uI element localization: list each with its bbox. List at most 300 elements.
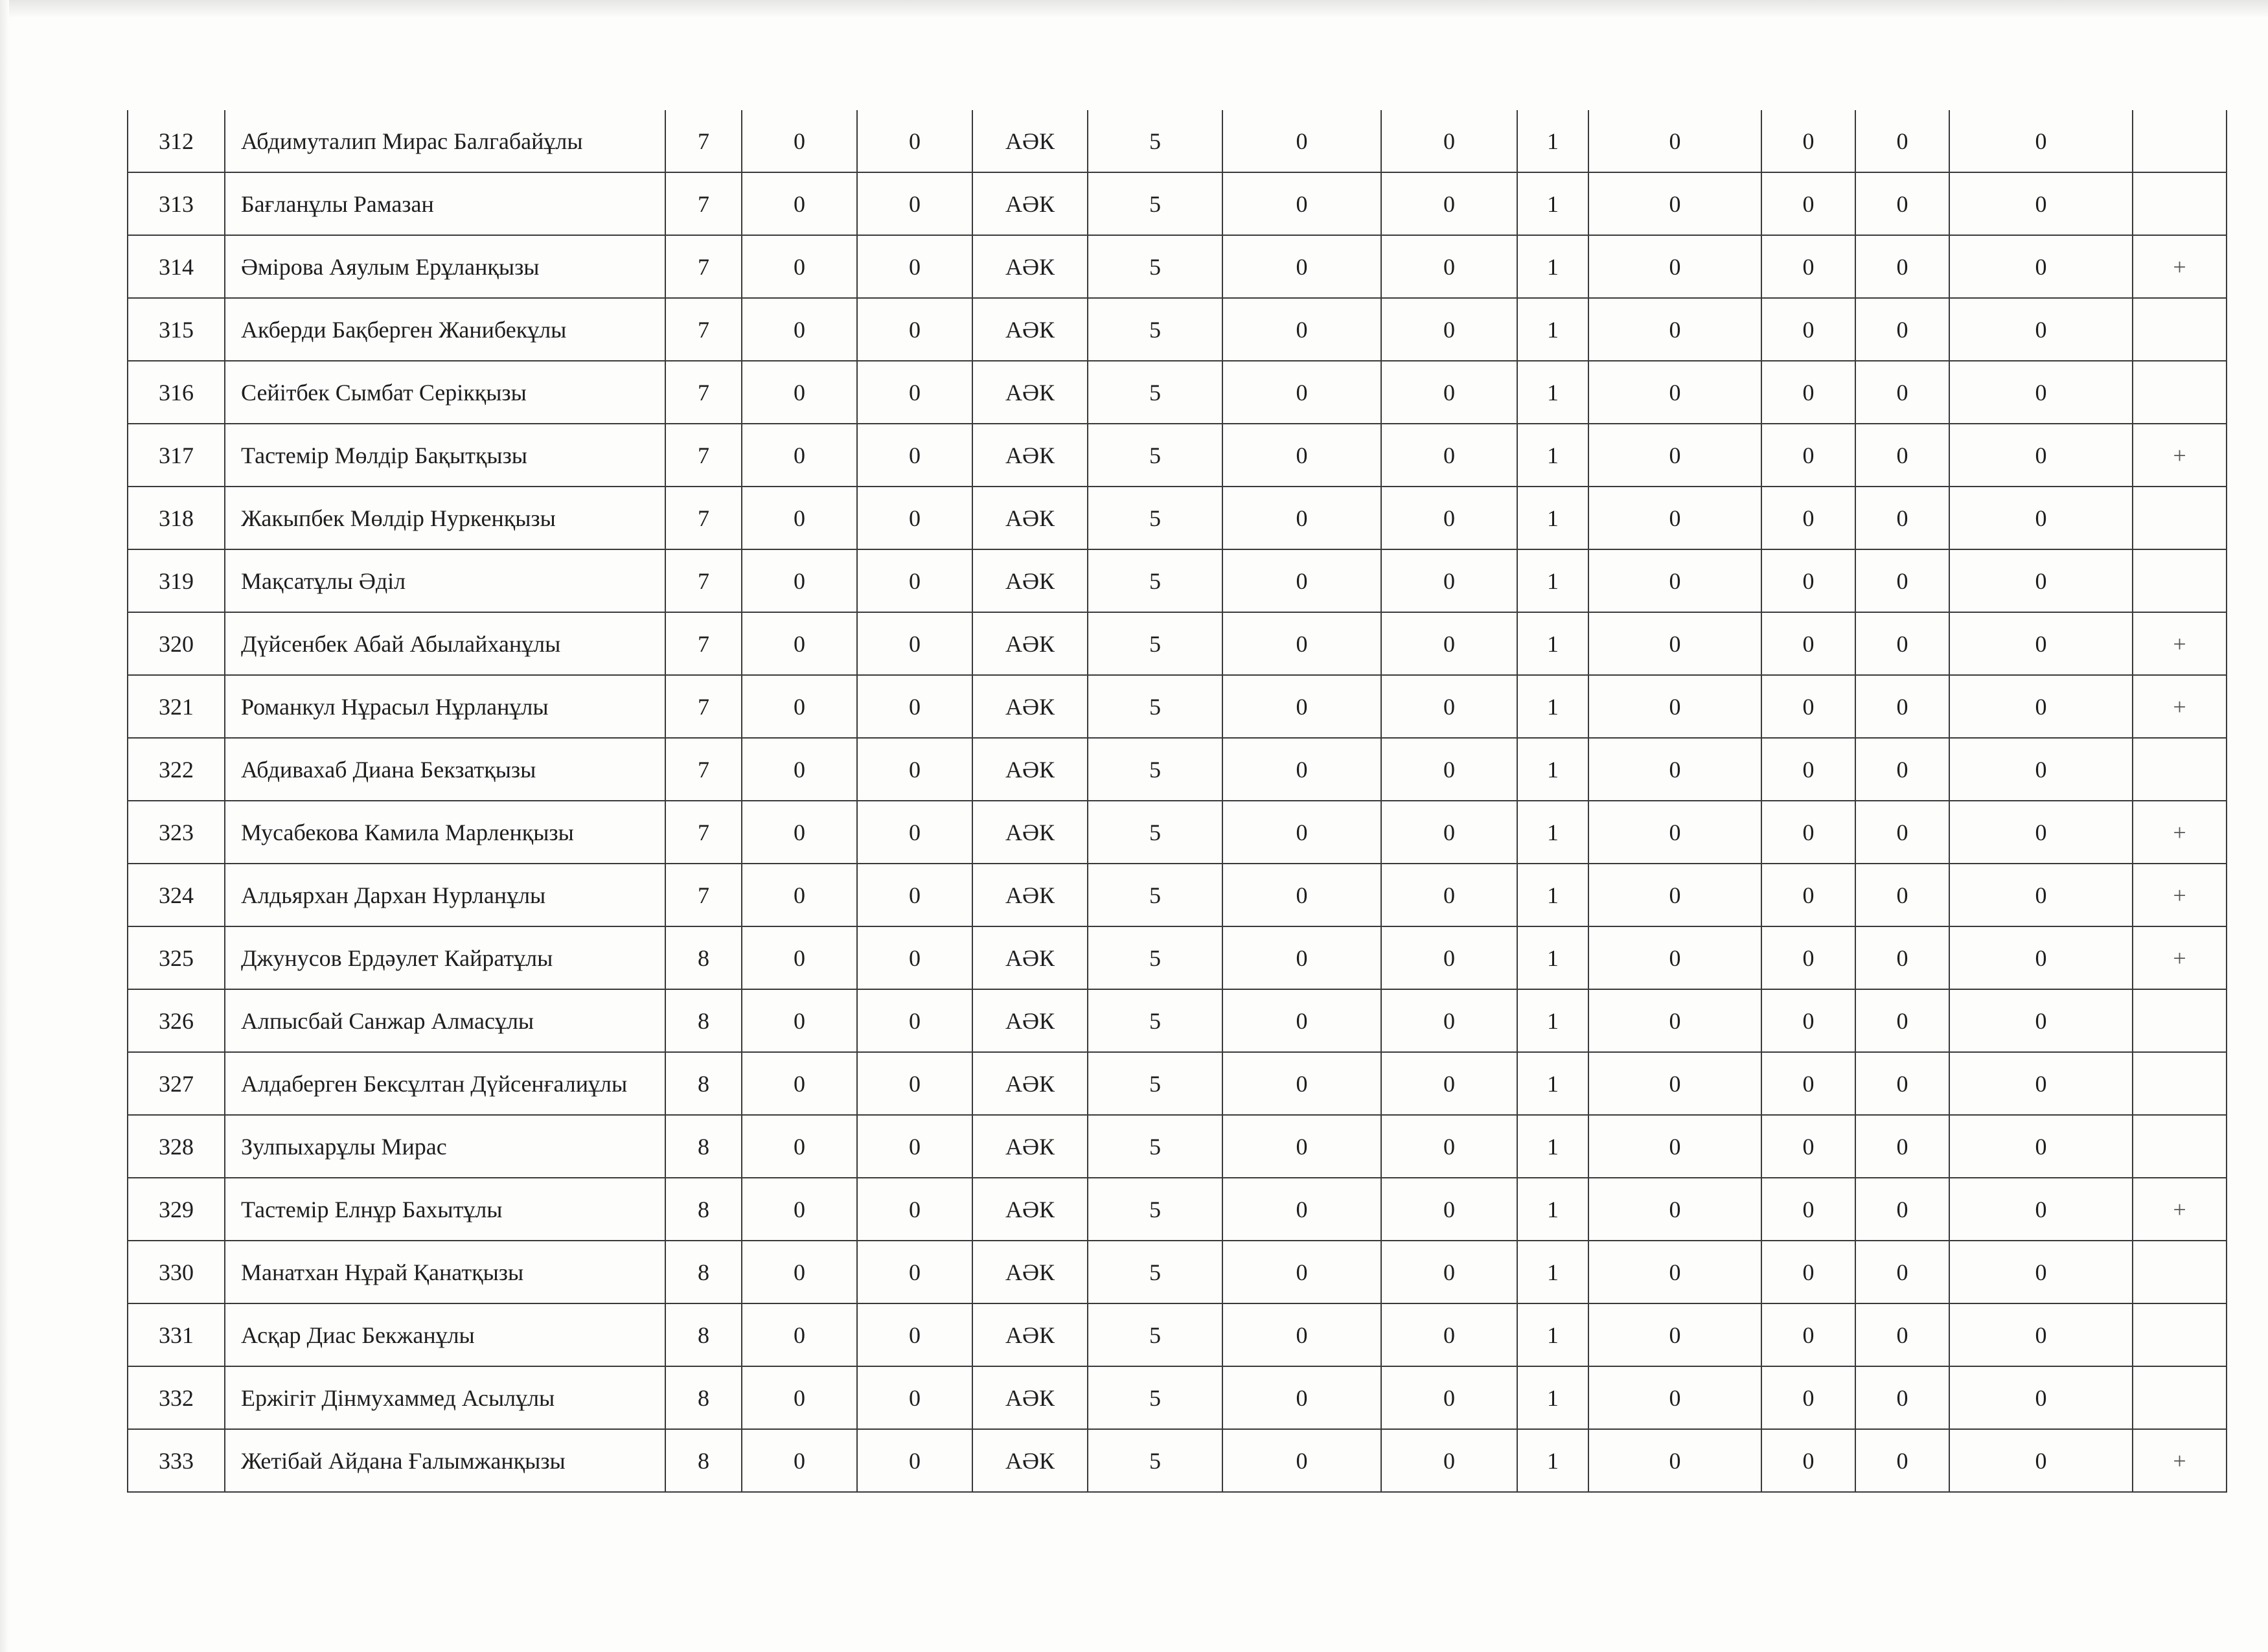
student-name-cell: Тастемір Мөлдір Бақытқызы — [225, 424, 665, 487]
value-cell: 1 — [1517, 1241, 1588, 1303]
value-cell: 0 — [857, 1241, 972, 1303]
value-cell: 0 — [1855, 612, 1949, 675]
student-name-cell: Абдивахаб Диана Бекзатқызы — [225, 738, 665, 801]
value-cell: 5 — [1088, 424, 1222, 487]
value-cell: 0 — [1381, 1303, 1517, 1366]
student-name-cell: Жетібай Айдана Ғалымжанқызы — [225, 1429, 665, 1492]
value-cell: 0 — [857, 361, 972, 424]
value-cell: 1 — [1517, 1115, 1588, 1178]
value-cell: 1 — [1517, 1178, 1588, 1241]
value-cell: 5 — [1088, 1303, 1222, 1366]
value-cell: 0 — [1949, 549, 2133, 612]
table-row — [128, 235, 2227, 298]
value-cell: 0 — [1381, 424, 1517, 487]
table-row — [128, 549, 2227, 612]
grade-cell: 8 — [665, 1366, 742, 1429]
table-row — [128, 1052, 2227, 1115]
value-cell: 0 — [1588, 989, 1761, 1052]
value-cell: 0 — [742, 864, 857, 926]
value-cell: 1 — [1517, 172, 1588, 235]
abbreviation-cell: АӘК — [972, 1366, 1088, 1429]
plus-mark-cell — [2133, 549, 2227, 612]
value-cell: 0 — [1855, 864, 1949, 926]
grade-cell: 8 — [665, 1052, 742, 1115]
plus-mark-cell — [2133, 361, 2227, 424]
value-cell: 0 — [1222, 1052, 1381, 1115]
grade-cell: 8 — [665, 1178, 742, 1241]
value-cell: 0 — [742, 1241, 857, 1303]
abbreviation-cell: АӘК — [972, 1241, 1088, 1303]
value-cell: 1 — [1517, 1366, 1588, 1429]
student-name-cell: Зулпыхарұлы Мирас — [225, 1115, 665, 1178]
value-cell: 0 — [857, 235, 972, 298]
value-cell: 0 — [1381, 675, 1517, 738]
student-name-cell: Дүйсенбек Абай Абылайханұлы — [225, 612, 665, 675]
value-cell: 0 — [1761, 110, 1855, 172]
value-cell: 0 — [1761, 1429, 1855, 1492]
value-cell: 0 — [1222, 675, 1381, 738]
value-cell: 0 — [1588, 1303, 1761, 1366]
value-cell: 0 — [1222, 424, 1381, 487]
abbreviation-cell: АӘК — [972, 926, 1088, 989]
value-cell: 0 — [742, 801, 857, 864]
value-cell: 0 — [1855, 989, 1949, 1052]
value-cell: 0 — [742, 487, 857, 549]
student-name-cell: Акберди Бақберген Жанибекұлы — [225, 298, 665, 361]
row-number-cell: 318 — [128, 487, 225, 549]
row-number-cell: 321 — [128, 675, 225, 738]
value-cell: 5 — [1088, 1115, 1222, 1178]
abbreviation-cell: АӘК — [972, 1052, 1088, 1115]
value-cell: 5 — [1088, 612, 1222, 675]
abbreviation-cell: АӘК — [972, 675, 1088, 738]
value-cell: 5 — [1088, 738, 1222, 801]
student-name-cell: Тастемір Елнұр Бахытұлы — [225, 1178, 665, 1241]
grade-cell: 7 — [665, 110, 742, 172]
value-cell: 1 — [1517, 549, 1588, 612]
table-row — [128, 110, 2227, 172]
plus-mark-cell: + — [2133, 235, 2227, 298]
row-number-cell: 319 — [128, 549, 225, 612]
value-cell: 0 — [1855, 361, 1949, 424]
value-cell: 0 — [742, 172, 857, 235]
student-name-cell: Абдимуталип Мирас Балгабайұлы — [225, 110, 665, 172]
abbreviation-cell: АӘК — [972, 549, 1088, 612]
value-cell: 0 — [1381, 487, 1517, 549]
value-cell: 0 — [1949, 1303, 2133, 1366]
plus-mark-cell — [2133, 1115, 2227, 1178]
student-results-table — [127, 110, 2227, 1493]
value-cell: 1 — [1517, 612, 1588, 675]
table-row — [128, 864, 2227, 926]
value-cell: 0 — [742, 1052, 857, 1115]
abbreviation-cell: АӘК — [972, 424, 1088, 487]
value-cell: 0 — [1761, 1052, 1855, 1115]
value-cell: 0 — [1222, 298, 1381, 361]
abbreviation-cell: АӘК — [972, 864, 1088, 926]
value-cell: 1 — [1517, 926, 1588, 989]
value-cell: 0 — [857, 989, 972, 1052]
grade-cell: 8 — [665, 1429, 742, 1492]
plus-mark-cell — [2133, 1052, 2227, 1115]
value-cell: 0 — [1588, 110, 1761, 172]
grade-cell: 8 — [665, 926, 742, 989]
student-name-cell: Мусабекова Камила Марленқызы — [225, 801, 665, 864]
value-cell: 0 — [857, 424, 972, 487]
row-number-cell: 327 — [128, 1052, 225, 1115]
grade-cell: 7 — [665, 235, 742, 298]
value-cell: 0 — [857, 1303, 972, 1366]
scan-edge-top — [0, 0, 2268, 18]
value-cell: 0 — [1381, 361, 1517, 424]
student-name-cell: Сейітбек Сымбат Серікқызы — [225, 361, 665, 424]
value-cell: 0 — [1949, 1052, 2133, 1115]
value-cell: 0 — [1855, 235, 1949, 298]
value-cell: 0 — [1949, 361, 2133, 424]
value-cell: 0 — [1761, 926, 1855, 989]
grade-cell: 8 — [665, 1303, 742, 1366]
value-cell: 0 — [1855, 1052, 1949, 1115]
value-cell: 0 — [1381, 235, 1517, 298]
value-cell: 0 — [742, 612, 857, 675]
row-number-cell: 312 — [128, 110, 225, 172]
value-cell: 0 — [1855, 738, 1949, 801]
value-cell: 0 — [1949, 110, 2133, 172]
plus-mark-cell: + — [2133, 1178, 2227, 1241]
table-row — [128, 738, 2227, 801]
value-cell: 0 — [1588, 801, 1761, 864]
value-cell: 0 — [1381, 549, 1517, 612]
value-cell: 0 — [1222, 1241, 1381, 1303]
value-cell: 0 — [1949, 298, 2133, 361]
value-cell: 0 — [1588, 298, 1761, 361]
value-cell: 0 — [1949, 612, 2133, 675]
value-cell: 0 — [857, 675, 972, 738]
value-cell: 0 — [1588, 738, 1761, 801]
value-cell: 5 — [1088, 1052, 1222, 1115]
row-number-cell: 329 — [128, 1178, 225, 1241]
value-cell: 0 — [742, 989, 857, 1052]
plus-mark-cell — [2133, 110, 2227, 172]
student-name-cell: Мақсатұлы Әділ — [225, 549, 665, 612]
value-cell: 5 — [1088, 1429, 1222, 1492]
value-cell: 0 — [1381, 1178, 1517, 1241]
row-number-cell: 316 — [128, 361, 225, 424]
row-number-cell: 313 — [128, 172, 225, 235]
value-cell: 0 — [1222, 926, 1381, 989]
value-cell: 1 — [1517, 298, 1588, 361]
value-cell: 0 — [857, 801, 972, 864]
value-cell: 0 — [1588, 235, 1761, 298]
value-cell: 0 — [1222, 1429, 1381, 1492]
value-cell: 0 — [1761, 1241, 1855, 1303]
student-name-cell: Алдьярхан Дархан Нурланұлы — [225, 864, 665, 926]
value-cell: 0 — [742, 1115, 857, 1178]
value-cell: 5 — [1088, 1178, 1222, 1241]
value-cell: 1 — [1517, 864, 1588, 926]
row-number-cell: 325 — [128, 926, 225, 989]
grade-cell: 8 — [665, 989, 742, 1052]
row-number-cell: 314 — [128, 235, 225, 298]
value-cell: 0 — [1949, 864, 2133, 926]
value-cell: 0 — [1949, 675, 2133, 738]
value-cell: 0 — [1381, 864, 1517, 926]
value-cell: 0 — [1949, 1429, 2133, 1492]
abbreviation-cell: АӘК — [972, 801, 1088, 864]
value-cell: 1 — [1517, 801, 1588, 864]
value-cell: 0 — [1588, 926, 1761, 989]
grade-cell: 7 — [665, 864, 742, 926]
value-cell: 0 — [1588, 172, 1761, 235]
abbreviation-cell: АӘК — [972, 1178, 1088, 1241]
value-cell: 1 — [1517, 738, 1588, 801]
value-cell: 0 — [857, 487, 972, 549]
value-cell: 0 — [742, 549, 857, 612]
value-cell: 5 — [1088, 110, 1222, 172]
value-cell: 0 — [1949, 989, 2133, 1052]
student-name-cell: Асқар Диас Бекжанұлы — [225, 1303, 665, 1366]
value-cell: 0 — [1855, 1303, 1949, 1366]
value-cell: 0 — [1381, 801, 1517, 864]
table-row — [128, 1241, 2227, 1303]
value-cell: 5 — [1088, 1366, 1222, 1429]
value-cell: 0 — [1588, 675, 1761, 738]
value-cell: 0 — [1222, 864, 1381, 926]
value-cell: 0 — [1381, 738, 1517, 801]
value-cell: 0 — [1949, 424, 2133, 487]
value-cell: 0 — [1381, 1052, 1517, 1115]
value-cell: 1 — [1517, 424, 1588, 487]
value-cell: 1 — [1517, 675, 1588, 738]
value-cell: 0 — [1761, 298, 1855, 361]
value-cell: 0 — [1222, 1366, 1381, 1429]
row-number-cell: 320 — [128, 612, 225, 675]
student-name-cell: Ержігіт Дінмухаммед Асылұлы — [225, 1366, 665, 1429]
plus-mark-cell — [2133, 989, 2227, 1052]
value-cell: 5 — [1088, 675, 1222, 738]
value-cell: 0 — [742, 1178, 857, 1241]
value-cell: 0 — [1761, 549, 1855, 612]
row-number-cell: 322 — [128, 738, 225, 801]
value-cell: 0 — [1381, 172, 1517, 235]
value-cell: 0 — [742, 235, 857, 298]
table-row — [128, 612, 2227, 675]
value-cell: 0 — [742, 926, 857, 989]
value-cell: 0 — [1949, 487, 2133, 549]
plus-mark-cell — [2133, 1303, 2227, 1366]
plus-mark-cell — [2133, 1241, 2227, 1303]
plus-mark-cell — [2133, 1366, 2227, 1429]
value-cell: 0 — [1949, 1115, 2133, 1178]
grade-cell: 7 — [665, 675, 742, 738]
value-cell: 5 — [1088, 172, 1222, 235]
row-number-cell: 331 — [128, 1303, 225, 1366]
value-cell: 0 — [857, 1115, 972, 1178]
grade-cell: 7 — [665, 172, 742, 235]
value-cell: 0 — [1381, 989, 1517, 1052]
student-name-cell: Бағланұлы Рамазан — [225, 172, 665, 235]
value-cell: 0 — [1761, 235, 1855, 298]
value-cell: 0 — [1949, 738, 2133, 801]
value-cell: 0 — [1761, 1366, 1855, 1429]
value-cell: 1 — [1517, 235, 1588, 298]
value-cell: 0 — [857, 1429, 972, 1492]
value-cell: 0 — [1222, 801, 1381, 864]
value-cell: 0 — [1949, 1178, 2133, 1241]
table-row — [128, 1429, 2227, 1492]
value-cell: 5 — [1088, 989, 1222, 1052]
abbreviation-cell: АӘК — [972, 298, 1088, 361]
row-number-cell: 326 — [128, 989, 225, 1052]
value-cell: 0 — [742, 298, 857, 361]
table-row — [128, 1366, 2227, 1429]
value-cell: 1 — [1517, 1429, 1588, 1492]
abbreviation-cell: АӘК — [972, 1303, 1088, 1366]
plus-mark-cell: + — [2133, 1429, 2227, 1492]
row-number-cell: 324 — [128, 864, 225, 926]
value-cell: 0 — [1761, 738, 1855, 801]
value-cell: 0 — [742, 738, 857, 801]
table-row — [128, 1303, 2227, 1366]
plus-mark-cell: + — [2133, 675, 2227, 738]
abbreviation-cell: АӘК — [972, 235, 1088, 298]
value-cell: 0 — [1855, 172, 1949, 235]
abbreviation-cell: АӘК — [972, 612, 1088, 675]
row-number-cell: 328 — [128, 1115, 225, 1178]
value-cell: 0 — [742, 1303, 857, 1366]
table-row — [128, 926, 2227, 989]
value-cell: 0 — [1855, 298, 1949, 361]
value-cell: 0 — [1855, 1241, 1949, 1303]
row-number-cell: 317 — [128, 424, 225, 487]
plus-mark-cell: + — [2133, 864, 2227, 926]
grade-cell: 7 — [665, 487, 742, 549]
value-cell: 1 — [1517, 361, 1588, 424]
value-cell: 0 — [1381, 1429, 1517, 1492]
grade-cell: 7 — [665, 738, 742, 801]
value-cell: 0 — [1855, 1178, 1949, 1241]
grade-cell: 7 — [665, 549, 742, 612]
grade-cell: 7 — [665, 424, 742, 487]
value-cell: 0 — [1222, 235, 1381, 298]
table-row — [128, 487, 2227, 549]
value-cell: 0 — [1761, 172, 1855, 235]
row-number-cell: 332 — [128, 1366, 225, 1429]
table-row — [128, 298, 2227, 361]
value-cell: 0 — [1761, 612, 1855, 675]
table-body — [128, 110, 2227, 1492]
value-cell: 0 — [1761, 801, 1855, 864]
value-cell: 0 — [1855, 675, 1949, 738]
value-cell: 0 — [857, 1178, 972, 1241]
value-cell: 5 — [1088, 235, 1222, 298]
grade-cell: 7 — [665, 801, 742, 864]
abbreviation-cell: АӘК — [972, 738, 1088, 801]
value-cell: 0 — [1761, 1178, 1855, 1241]
value-cell: 5 — [1088, 549, 1222, 612]
value-cell: 0 — [1222, 989, 1381, 1052]
value-cell: 1 — [1517, 1052, 1588, 1115]
value-cell: 0 — [1949, 926, 2133, 989]
table-row — [128, 801, 2227, 864]
value-cell: 0 — [1588, 1241, 1761, 1303]
value-cell: 0 — [1588, 1366, 1761, 1429]
plus-mark-cell: + — [2133, 926, 2227, 989]
value-cell: 0 — [1855, 926, 1949, 989]
plus-mark-cell: + — [2133, 612, 2227, 675]
value-cell: 0 — [1381, 612, 1517, 675]
student-name-cell: Алпысбай Санжар Алмасұлы — [225, 989, 665, 1052]
value-cell: 0 — [1222, 612, 1381, 675]
table-row — [128, 1178, 2227, 1241]
value-cell: 0 — [1588, 1429, 1761, 1492]
student-name-cell: Алдаберген Бексұлтан Дүйсенғалиұлы — [225, 1052, 665, 1115]
value-cell: 0 — [1855, 1366, 1949, 1429]
value-cell: 0 — [857, 612, 972, 675]
value-cell: 0 — [1588, 612, 1761, 675]
grade-cell: 7 — [665, 361, 742, 424]
value-cell: 0 — [1588, 361, 1761, 424]
value-cell: 1 — [1517, 1303, 1588, 1366]
value-cell: 0 — [742, 361, 857, 424]
abbreviation-cell: АӘК — [972, 1115, 1088, 1178]
value-cell: 0 — [1949, 1366, 2133, 1429]
grade-cell: 7 — [665, 612, 742, 675]
row-number-cell: 333 — [128, 1429, 225, 1492]
value-cell: 0 — [1381, 1241, 1517, 1303]
value-cell: 0 — [1855, 424, 1949, 487]
value-cell: 0 — [1761, 864, 1855, 926]
plus-mark-cell — [2133, 298, 2227, 361]
abbreviation-cell: АӘК — [972, 1429, 1088, 1492]
value-cell: 0 — [742, 424, 857, 487]
table-row — [128, 1115, 2227, 1178]
value-cell: 0 — [1222, 1115, 1381, 1178]
value-cell: 5 — [1088, 801, 1222, 864]
value-cell: 0 — [1588, 1115, 1761, 1178]
value-cell: 0 — [742, 1366, 857, 1429]
student-name-cell: Романкул Нұрасыл Нұрланұлы — [225, 675, 665, 738]
student-name-cell: Джунусов Ердәулет Кайратұлы — [225, 926, 665, 989]
value-cell: 5 — [1088, 298, 1222, 361]
value-cell: 0 — [1222, 487, 1381, 549]
value-cell: 0 — [1761, 487, 1855, 549]
abbreviation-cell: АӘК — [972, 989, 1088, 1052]
value-cell: 0 — [1588, 549, 1761, 612]
row-number-cell: 330 — [128, 1241, 225, 1303]
value-cell: 0 — [1222, 361, 1381, 424]
table-row — [128, 675, 2227, 738]
value-cell: 0 — [1381, 926, 1517, 989]
student-name-cell: Жакыпбек Мөлдір Нуркенқызы — [225, 487, 665, 549]
value-cell: 5 — [1088, 864, 1222, 926]
value-cell: 0 — [1222, 738, 1381, 801]
value-cell: 0 — [1855, 487, 1949, 549]
value-cell: 0 — [1222, 549, 1381, 612]
value-cell: 0 — [1588, 864, 1761, 926]
table-row — [128, 424, 2227, 487]
value-cell: 5 — [1088, 361, 1222, 424]
value-cell: 0 — [742, 110, 857, 172]
value-cell: 0 — [1855, 549, 1949, 612]
value-cell: 0 — [857, 926, 972, 989]
value-cell: 0 — [1222, 1303, 1381, 1366]
value-cell: 0 — [1855, 1115, 1949, 1178]
grade-cell: 7 — [665, 298, 742, 361]
value-cell: 0 — [857, 738, 972, 801]
plus-mark-cell: + — [2133, 801, 2227, 864]
value-cell: 0 — [1588, 487, 1761, 549]
